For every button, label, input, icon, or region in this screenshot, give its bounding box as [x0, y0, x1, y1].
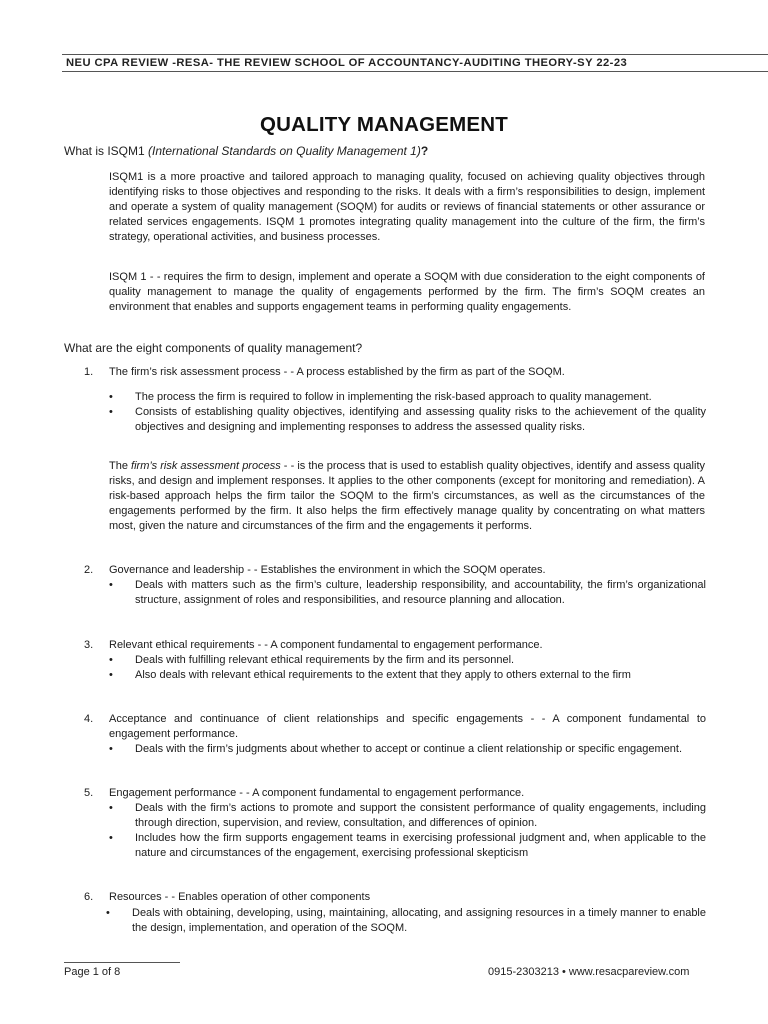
component-3-bullets: [109, 653, 706, 683]
component-1-note: [109, 459, 705, 534]
note-body: - - is the process that is used to establish quality objectives, identify and assess quality risks, and design and implement responses. It applies to the other components (except for monitoring and remediation). A risk-based approach helps the firm tailor the SOQM to the firm’s circumstances, as well as the circumstances of the engagements performed by the firm. It also helps the firm effectively manage quality by concentrating on what matters most, given the nature and circumstances of the firm and the engagements it performs.: [109, 460, 705, 533]
component-1: [84, 365, 706, 380]
component-6-number: 6.: [84, 891, 94, 903]
bullet-text: Deals with the firm’s judgments about whether to accept or continue a client relationship or specific engagement.: [135, 743, 683, 755]
question-isqm1-prefix: What is ISQM1: [64, 144, 149, 158]
intro-paragraph-2: ISQM 1 - - requires the firm to design, implement and operate a SOQM with due consideration to the eight components of quality management to manage the quality of engagements performed by the firm. The firm’s SOQM creates an environment that enables and supports engagement teams in performing quality engagements.: [109, 271, 705, 314]
bullet-glyph: •: [106, 907, 110, 919]
list-item: [109, 742, 706, 757]
component-6-bullets: [106, 906, 706, 936]
list-item: [109, 668, 706, 683]
component-6: [84, 890, 706, 905]
component-2-number: 2.: [84, 564, 94, 576]
component-1-number: 1.: [84, 366, 94, 378]
list-item: [109, 405, 706, 435]
component-4-number: 4.: [84, 713, 94, 725]
component-4-bullets: [109, 742, 706, 757]
component-1-text: The firm’s risk assessment process - - A process established by the firm as part of the SOQM.: [109, 366, 565, 378]
component-4: [84, 712, 706, 742]
list-item: [109, 578, 706, 608]
question-isqm1-suffix: ?: [420, 144, 429, 158]
note-prefix: The: [109, 460, 132, 472]
running-header: NEU CPA REVIEW -RESA- THE REVIEW SCHOOL OF ACCOUNTANCY-AUDITING THEORY-SY 22-23: [66, 57, 628, 69]
component-2: [84, 563, 706, 578]
component-5-text: Engagement performance - - A component fundamental to engagement performance.: [109, 787, 525, 799]
note-italic: firm’s risk assessment process: [131, 460, 281, 472]
component-2-bullets: [109, 578, 706, 608]
component-3: [84, 638, 706, 653]
list-item: [106, 906, 706, 936]
component-5-number: 5.: [84, 787, 94, 799]
component-5: [84, 786, 706, 801]
bullet-text: Deals with the firm’s actions to promote and support the consistent performance of quality engagements, including through direction, supervision, and review, consultation, and differences of opinion.: [135, 802, 706, 830]
component-4-text: Acceptance and continuance of client relationships and specific engagements - - A component fundamental to engagement performance.: [109, 713, 706, 741]
bullet-text: Also deals with relevant ethical requirements to the extent that they apply to others external to the firm: [135, 669, 631, 682]
page-number: Page 1 of 8: [64, 966, 121, 978]
bullet-text: Deals with obtaining, developing, using, maintaining, allocating, and assigning resources in a timely manner to enable the design, implementation, and operation of the SOQM.: [132, 907, 706, 935]
list-item: [109, 390, 706, 405]
question-isqm1: [64, 144, 428, 158]
bullet-glyph: •: [109, 654, 113, 666]
bullet-glyph: •: [109, 669, 113, 682]
bullet-glyph: •: [109, 391, 113, 403]
header-bottom-rule: [62, 71, 768, 72]
bullet-glyph: •: [109, 802, 113, 814]
footer-contact: 0915-2303213 • www.resacpareview.com: [488, 966, 690, 978]
question-components: What are the eight components of quality management?: [64, 341, 363, 355]
intro-paragraph-1: ISQM1 is a more proactive and tailored approach to managing quality, focused on achieving quality objectives through identifying risks to those objectives and responding to the risks. It deals with a firm’s responsibilities to design, implement and operate a system of quality management (SOQM) for audits or reviews of financial statements or other assurance or related services engagements. ISQM 1 promotes integrating quality management into the culture of the firm, the firm’s strategy, operational activities, and business processes.: [109, 171, 705, 244]
header-top-rule: [62, 54, 768, 55]
bullet-text: Consists of establishing quality objectives, identifying and assessing quality risks to the achievement of the quality objectives and designing and implementing responses to address the assessed quality risks.: [135, 406, 706, 434]
bullet-text: The process the firm is required to follow in implementing the risk-based approach to quality management.: [135, 391, 652, 403]
component-6-text: Resources - - Enables operation of other components: [109, 891, 371, 903]
question-isqm1-italic: (International Standards on Quality Management 1): [148, 144, 421, 158]
bullet-glyph: •: [109, 406, 113, 419]
bullet-text: Includes how the firm supports engagement teams in exercising professional judgment and, when applicable to the nature and circumstances of the engagement, exercising professional skepticism: [135, 832, 706, 860]
list-item: [109, 831, 706, 861]
bullet-text: Deals with fulfilling relevant ethical requirements by the firm and its personnel.: [135, 654, 515, 666]
list-item: [109, 653, 706, 668]
bullet-glyph: •: [109, 579, 113, 591]
footer-rule: [64, 962, 180, 963]
bullet-text: Deals with matters such as the firm’s culture, leadership responsibility, and accountability, the firm’s organizational structure, assignment of roles and responsibilities, and resource planning and allocation.: [135, 579, 706, 607]
component-1-bullets: [109, 390, 706, 435]
bullet-glyph: •: [109, 832, 113, 845]
page-title: QUALITY MANAGEMENT: [259, 113, 509, 136]
component-3-number: 3.: [84, 639, 94, 651]
component-3-text: Relevant ethical requirements - - A component fundamental to engagement performance.: [109, 639, 543, 651]
list-item: [109, 801, 706, 831]
component-2-text: Governance and leadership - - Establishes the environment in which the SOQM operates.: [109, 564, 546, 576]
component-5-bullets: [109, 801, 706, 861]
bullet-glyph: •: [109, 743, 113, 755]
